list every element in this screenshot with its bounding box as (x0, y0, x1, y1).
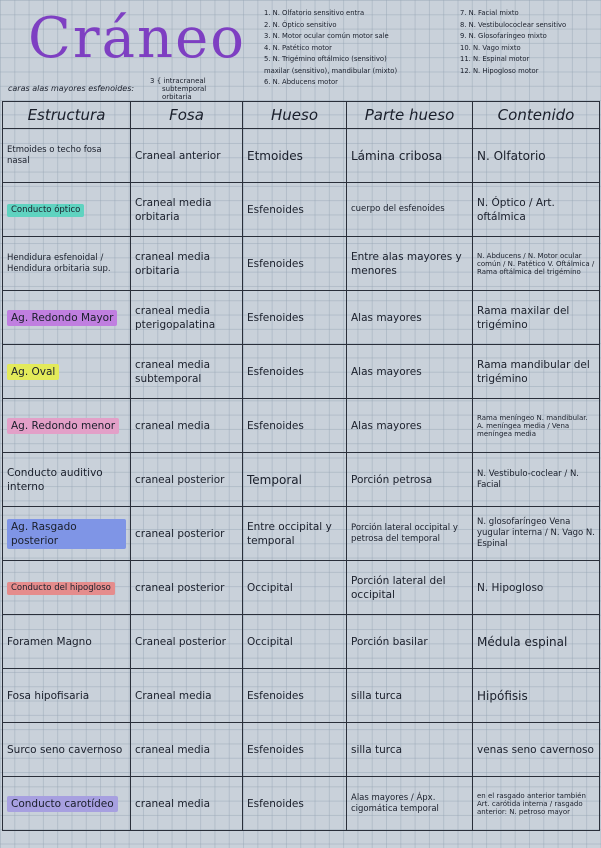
cell-contenido: en el rasgado anterior también Art. carótida interna / rasgado anterior: N. petroso mayor (473, 777, 600, 831)
cell-estructura: Etmoides o techo fosa nasal (3, 129, 131, 183)
cell-parte: Porción lateral del occipital (347, 561, 473, 615)
col-header-contenido: Contenido (473, 102, 600, 129)
col-header-parte-hueso: Parte hueso (347, 102, 473, 129)
cell-fosa: craneal posterior (131, 507, 243, 561)
cell-hueso: Esfenoides (243, 345, 347, 399)
highlight: Ag. Oval (7, 364, 59, 380)
cell-estructura (3, 777, 131, 831)
table-row (3, 237, 600, 291)
cell-fosa: craneal media (131, 723, 243, 777)
cell-parte: Entre alas mayores y menores (347, 237, 473, 291)
highlight: Ag. Redondo menor (7, 418, 119, 434)
nerve-item: 12. N. Hipogloso motor (460, 66, 539, 75)
nerve-item: 2. N. Óptico sensitivo (264, 20, 337, 29)
highlight: Conducto carotídeo (7, 796, 118, 812)
table-row (3, 183, 600, 237)
cell-estructura (3, 291, 131, 345)
cell-parte: Alas mayores (347, 399, 473, 453)
cell-hueso: Occipital (243, 615, 347, 669)
cell-parte: Alas mayores (347, 345, 473, 399)
table-row (3, 615, 600, 669)
cell-contenido: N. Hipogloso (473, 561, 600, 615)
table-row (3, 669, 600, 723)
nerve-item: 4. N. Patético motor (264, 43, 332, 52)
cell-estructura (3, 507, 131, 561)
table-row (3, 453, 600, 507)
table-row (3, 129, 600, 183)
cell-contenido: N. glosofaríngeo Vena yugular interna / N. Vago N. Espinal (473, 507, 600, 561)
page-title: Cráneo (28, 6, 246, 71)
nerve-item: 7. N. Facial mixto (460, 9, 519, 17)
cell-estructura: Conducto auditivo interno (3, 453, 131, 507)
cell-contenido: Rama mandibular del trigémino (473, 345, 600, 399)
cell-parte: cuerpo del esfenoides (347, 183, 473, 237)
cell-estructura: Hendidura esfenoidal / Hendidura orbitaria sup. (3, 237, 131, 291)
cell-parte: silla turca (347, 669, 473, 723)
cell-parte: Porción petrosa (347, 453, 473, 507)
nerve-item: 11. N. Espinal motor (460, 55, 530, 63)
brace-line: intracraneal (163, 77, 206, 85)
table-row (3, 399, 600, 453)
cell-fosa: craneal posterior (131, 561, 243, 615)
cell-contenido: Rama maxilar del trigémino (473, 291, 600, 345)
cell-fosa: craneal media orbitaria (131, 237, 243, 291)
cell-contenido: N. Vestibulo-coclear / N. Facial (473, 453, 600, 507)
cell-hueso: Temporal (243, 453, 347, 507)
nerves-list-right (460, 8, 566, 77)
cell-hueso: Esfenoides (243, 291, 347, 345)
cell-fosa: craneal media (131, 777, 243, 831)
table-row (3, 507, 600, 561)
cell-estructura (3, 399, 131, 453)
skull-table (2, 101, 599, 831)
cell-parte: Porción lateral occipital y petrosa del temporal (347, 507, 473, 561)
cell-parte: Porción basilar (347, 615, 473, 669)
cell-hueso: Esfenoides (243, 237, 347, 291)
cell-contenido: N. Abducens / N. Motor ocular común / N. Patético V. Oftálmica / Rama oftálmica del trigémino (473, 237, 600, 291)
brace-note: 3 { intracraneal subtemporal orbitaria (150, 77, 207, 101)
cell-fosa: craneal media (131, 399, 243, 453)
col-header-fosa: Fosa (131, 102, 243, 129)
cell-estructura: Foramen Magno (3, 615, 131, 669)
cell-estructura (3, 183, 131, 237)
cell-fosa: Craneal posterior (131, 615, 243, 669)
cell-hueso: Esfenoides (243, 669, 347, 723)
cell-contenido: Hipófisis (473, 669, 600, 723)
highlight: Conducto óptico (7, 204, 84, 217)
cell-hueso: Esfenoides (243, 399, 347, 453)
nerve-item: 9. N. Glosofaríngeo mixto (460, 32, 547, 40)
cell-hueso: Esfenoides (243, 777, 347, 831)
cell-estructura: Fosa hipofisaria (3, 669, 131, 723)
col-header-estructura: Estructura (3, 102, 131, 129)
subtitle: caras alas mayores esfenoides: (8, 84, 135, 93)
cell-fosa: Craneal anterior (131, 129, 243, 183)
col-header-hueso: Hueso (243, 102, 347, 129)
cell-contenido: Rama meníngeo N. mandibular. A. meníngea media / Vena meníngea media (473, 399, 600, 453)
nerve-item: 3. N. Motor ocular común motor sale (264, 32, 389, 40)
cell-hueso: Esfenoides (243, 183, 347, 237)
cell-fosa: craneal media pterigopalatina (131, 291, 243, 345)
table-header-row (3, 102, 600, 129)
table-row (3, 723, 600, 777)
brace-line: orbitaria (162, 93, 192, 101)
brace-num: 3 (150, 77, 155, 85)
cell-parte: Alas mayores (347, 291, 473, 345)
highlight: Ag. Redondo Mayor (7, 310, 117, 326)
cell-contenido: Médula espinal (473, 615, 600, 669)
cell-estructura: Surco seno cavernoso (3, 723, 131, 777)
nerve-item: 6. N. Abducens motor (264, 78, 338, 86)
cell-fosa: Craneal media (131, 669, 243, 723)
cell-contenido: N. Óptico / Art. oftálmica (473, 183, 600, 237)
nerve-item: 1. N. Olfatorio sensitivo entra (264, 9, 365, 17)
nerve-item: 10. N. Vago mixto (460, 43, 521, 52)
cell-fosa: Craneal media orbitaria (131, 183, 243, 237)
cell-fosa: craneal media subtemporal (131, 345, 243, 399)
cell-hueso: Occipital (243, 561, 347, 615)
nerve-item: 8. N. Vestibulococlear sensitivo (460, 20, 567, 29)
cell-estructura (3, 561, 131, 615)
table-row (3, 561, 600, 615)
cell-parte: silla turca (347, 723, 473, 777)
table-row (3, 345, 600, 399)
nerves-list-left (264, 8, 397, 89)
cell-hueso: Entre occipital y temporal (243, 507, 347, 561)
cell-fosa: craneal posterior (131, 453, 243, 507)
table-row (3, 291, 600, 345)
cell-hueso: Esfenoides (243, 723, 347, 777)
table-row (3, 777, 600, 831)
cell-contenido: venas seno cavernoso (473, 723, 600, 777)
highlight: Ag. Rasgado posterior (7, 519, 126, 549)
cell-hueso: Etmoides (243, 129, 347, 183)
cell-contenido: N. Olfatorio (473, 129, 600, 183)
highlight: Conducto del hipogloso (7, 582, 115, 595)
nerve-item: maxilar (sensitivo), mandibular (mixto) (264, 66, 398, 75)
cell-parte: Lámina cribosa (347, 129, 473, 183)
nerve-item: 5. N. Trigémino oftálmico (sensitivo) (264, 55, 387, 63)
cell-parte: Alas mayores / Ápx. cigomática temporal (347, 777, 473, 831)
cell-estructura (3, 345, 131, 399)
brace-line: subtemporal (162, 85, 207, 93)
